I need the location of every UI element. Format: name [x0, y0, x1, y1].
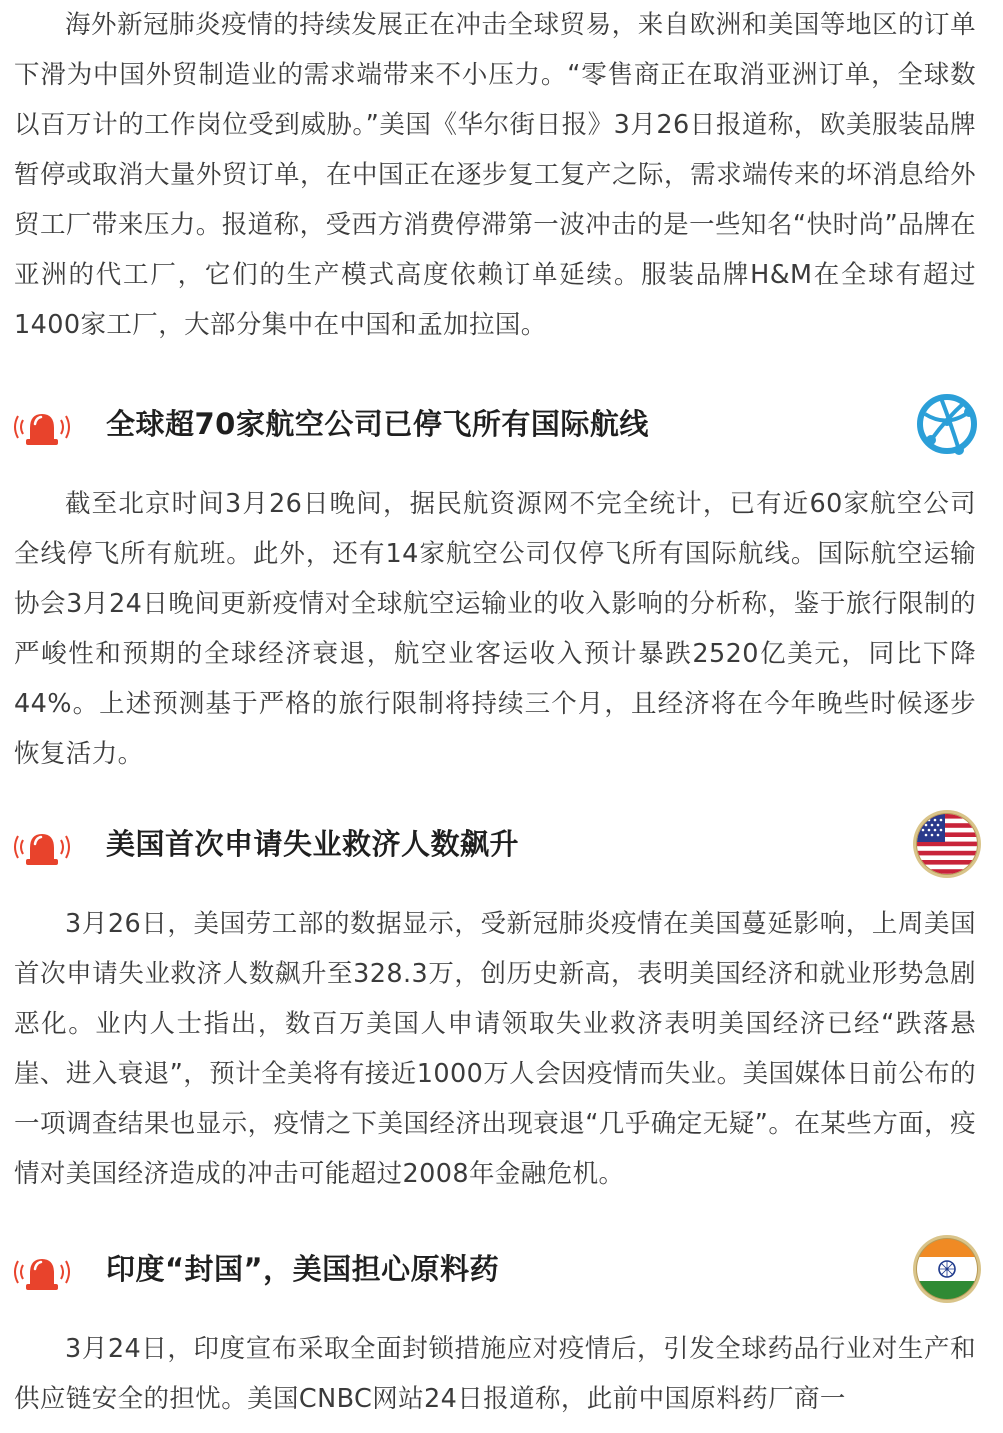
section-title: 印度“封国”，美国担心原料药: [106, 1252, 500, 1286]
section-heading-airlines: [0, 398, 1003, 478]
alarm-bell-icon: [8, 1251, 76, 1295]
section-heading-india: [0, 1243, 1003, 1323]
section-body-airlines: 截至北京时间3月26日晚间，据民航资源网不完全统计，已有近60家航空公司全线停飞所有航班。此外，还有14家航空公司仅停飞所有国际航线。国际航空运输协会3月24日晚间更新疫情对全球航空运输业的收入影响的分析称，鉴于旅行限制的严峻性和预期的全球经济衰退，航空业客运收入预计暴跌2520亿美元，同比下降44%。上述预测基于严格的旅行限制将持续三个月，且经济将在今年晚些时候逐步恢复活力。: [14, 489, 976, 769]
globe-network-icon: [911, 388, 983, 460]
alarm-bell-icon: [8, 406, 76, 450]
section-body-unemployment: 3月26日，美国劳工部的数据显示，受新冠肺炎疫情在美国蔓延影响，上周美国首次申请失业救济人数飙升至328.3万，创历史新高，表明美国经济和就业形势急剧恶化。业内人士指出，数百万美国人申请领取失业救济表明美国经济已经“跌落悬崖、进入衰退”，预计全美将有接近1000万人会因疫情而失业。美国媒体日前公布的一项调查结果也显示，疫情之下美国经济出现衰退“几乎确定无疑”。在某些方面，疫情对美国经济造成的冲击可能超过2008年金融危机。: [14, 909, 976, 1189]
section-title: 全球超70家航空公司已停飞所有国际航线: [106, 407, 649, 441]
section-heading-unemployment: [0, 818, 1003, 898]
section-title: 美国首次申请失业救济人数飙升: [106, 827, 520, 861]
alarm-bell-icon: [8, 826, 76, 870]
intro-paragraph: 海外新冠肺炎疫情的持续发展正在冲击全球贸易，来自欧洲和美国等地区的订单下滑为中国外贸制造业的需求端带来不小压力。“零售商正在取消亚洲订单，全球数以百万计的工作岗位受到威胁。”美国《华尔街日报》3月26日报道称，欧美服装品牌暂停或取消大量外贸订单，在中国正在逐步复工复产之际，需求端传来的坏消息给外贸工厂带来压力。报道称，受西方消费停滞第一波冲击的是一些知名“快时尚”品牌在亚洲的代工厂，它们的生产模式高度依赖订单延续。服装品牌H&M在全球有超过1400家工厂，大部分集中在中国和孟加拉国。: [14, 10, 976, 340]
india-flag-icon: [911, 1233, 983, 1305]
section-body-india: 3月24日，印度宣布采取全面封锁措施应对疫情后，引发全球药品行业对生产和供应链安全的担忧。美国CNBC网站24日报道称，此前中国原料药厂商一: [14, 1334, 976, 1414]
us-flag-icon: [911, 808, 983, 880]
